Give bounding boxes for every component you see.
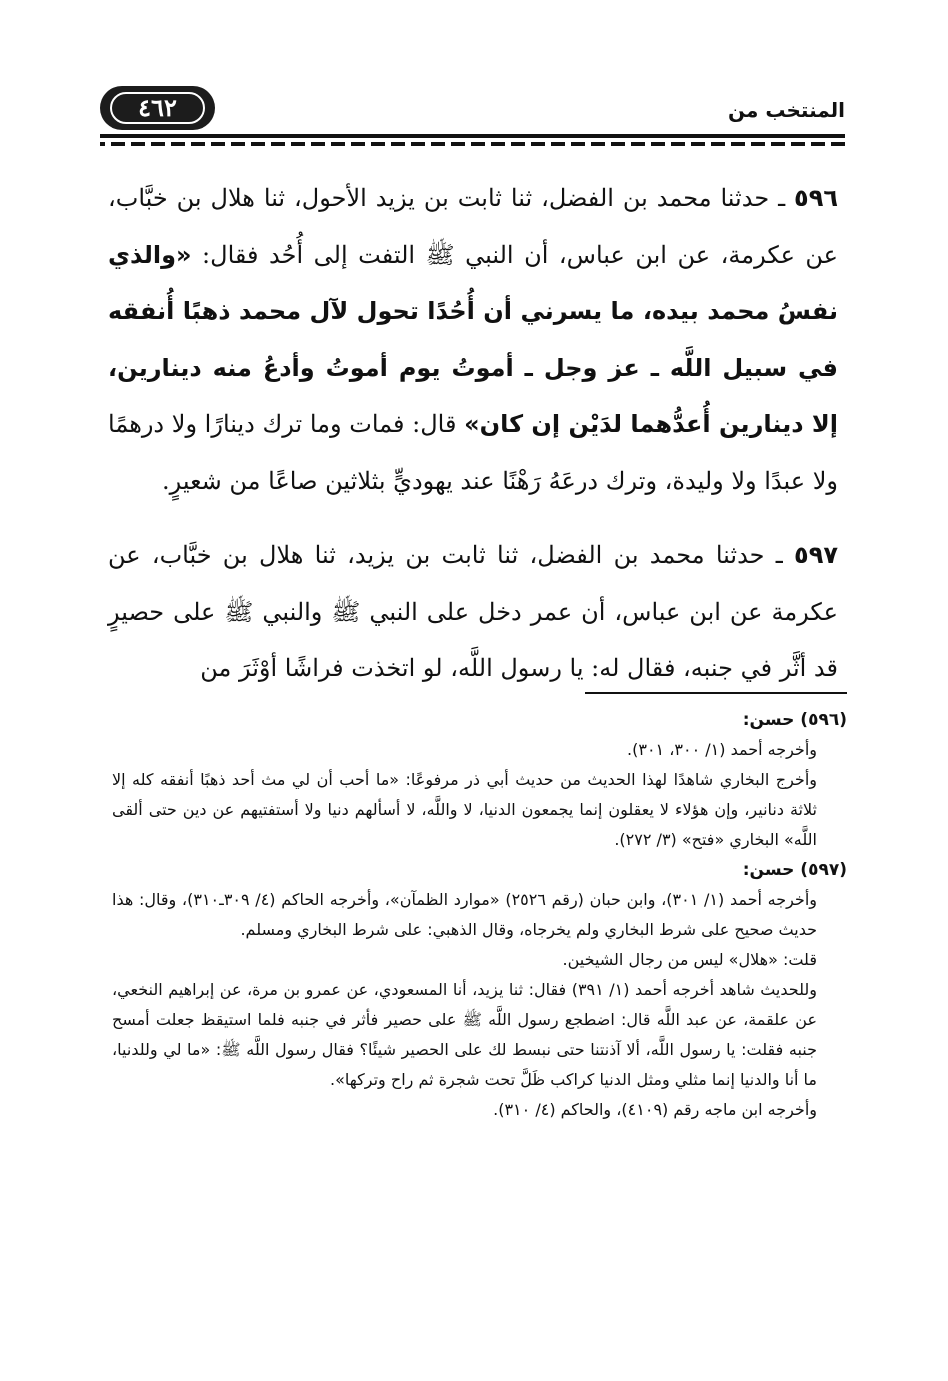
book-title: المنتخب من <box>727 98 845 122</box>
footnote-line: وأخرجه ابن ماجه رقم (٤١٠٩)، والحاكم (٤/ ٣١٠). <box>493 1100 817 1119</box>
footnote-line: وأخرجه أحمد (١/ ٣٠١)، وابن حبان (رقم ٢٥٢٦) «موارد الظمآن»، وأخرجه الحاكم (٤/ ٣٠٩ـ٣١٠)، وقال: هذا حديث صحيح على شرط البخاري ولم يخرجاه، وقال الذهبي: على شرط البخاري ومسلم. <box>112 890 817 939</box>
hadith-quote: «والذي نفسُ محمد بيده، ما يسرني أن أُحُدًا تحول لآل محمد ذهبًا أُنفقه في سبيل اللَّه ـ عز وجل ـ أموتُ يوم أموتُ وأدعُ منه دينارين، إلا دينارين أُعدُّهما لدَيْن إن كان» <box>108 240 838 438</box>
footnote-line: قلت: «هلال» ليس من رجال الشيخين. <box>562 950 817 969</box>
footnote-heading: (٥٩٧) حسن: <box>742 860 847 880</box>
footnotes <box>112 705 847 1125</box>
hadith-text: قال: فمات وما ترك دينارًا ولا درهمًا ولا عبدًا ولا وليدة، وترك درعَهُ رَهْنًا عند يهوديٍّ بثلاثين صاعًا من شعيرٍ. <box>108 410 838 495</box>
header-rule <box>100 134 845 138</box>
hadith-596 <box>108 170 838 509</box>
hadith-597 <box>108 527 838 697</box>
hadith-text: ـ حدثنا محمد بن الفضل، ثنا ثابت بن يزيد، ثنا هلال بن خبَّاب، عن عكرمة عن ابن عباس، أن عمر دخل على النبي ﷺ والنبي ﷺ على حصيرٍ قد أثَّر في جنبه، فقال له: يا رسول اللَّه، لو اتخذت فراشًا أوْثَرَ من <box>108 541 838 682</box>
page-number-badge <box>100 86 215 130</box>
header-dashed-rule <box>100 142 845 146</box>
footnote-line: وللحديث شاهد أخرجه أحمد (١/ ٣٩١) فقال: ثنا يزيد، أنا المسعودي، عن عمرو بن مرة، عن إبراهيم النخعي، عن علقمة، عن عبد اللَّه قال: اضطجع رسول اللَّه ﷺ على حصير فأثر في جنبه فلما استيقظ جعلت أمسح جنبه فقلت: يا رسول اللَّه، ألا آذنتنا حتى نبسط لك على الحصير شيئًا؟ فقال رسول اللَّه ﷺ: «ما لي وللدنيا، ما أنا والدنيا إنما مثلي ومثل الدنيا كراكب ظَلَّ تحت شجرة ثم راح وتركها». <box>112 980 818 1089</box>
hadith-number: ٥٩٧ <box>794 541 838 569</box>
footnote-separator <box>585 692 847 694</box>
footnote-line: وأخرج البخاري شاهدًا لهذا الحديث من حديث أبي ذر مرفوعًا: «ما أحب أن لي مث أحد ذهبًا أنفقه كله إلا ثلاثة دنانير، وإن هؤلاء لا يعقلون إنما يجمعون الدنيا، لا واللَّه، لا أسألهم دنيا ولا أستفتيهم عن دين حتى ألقى اللَّه» البخاري «فتح» (٣/ ٢٧٢). <box>112 770 817 849</box>
page-header <box>100 82 845 138</box>
footnote-line: وأخرجه أحمد (١/ ٣٠٠، ٣٠١). <box>627 740 817 759</box>
footnote-heading: (٥٩٦) حسن: <box>742 710 847 730</box>
hadith-text: ـ حدثنا محمد بن الفضل، ثنا ثابت بن يزيد الأحول، ثنا هلال بن خبَّاب، عن عكرمة، عن ابن عباس، أن النبي ﷺ التفت إلى أُحُد فقال: <box>108 184 838 269</box>
hadith-number: ٥٩٦ <box>794 184 838 212</box>
page-number: ٤٦٢ <box>138 93 177 122</box>
main-text <box>108 170 838 715</box>
